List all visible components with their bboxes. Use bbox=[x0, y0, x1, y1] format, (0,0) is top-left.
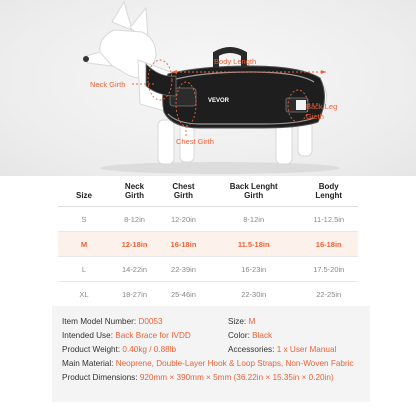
back-leg-girth-label-line2: Gieth bbox=[306, 112, 324, 121]
info-color: Color: Black bbox=[228, 331, 273, 340]
product-info-panel bbox=[52, 306, 370, 402]
table-cell: 22-25in bbox=[299, 282, 358, 307]
info-dimensions: Product Dimensions: 920mm × 390mm × 5mm (36.22in × 15.35in × 0.20in) bbox=[62, 373, 334, 382]
dog-brace-illustration bbox=[0, 0, 416, 176]
table-cell: 11.5-18in bbox=[208, 232, 299, 257]
table-cell: 16-23in bbox=[208, 257, 299, 282]
header-back-length-girth: Back Lenght Girth bbox=[208, 180, 299, 207]
table-cell: 22-39in bbox=[159, 257, 208, 282]
table-cell: XL bbox=[58, 282, 110, 307]
info-material: Main Material: Neoprene, Double-Layer Hook & Loop Straps, Non-Woven Fabric bbox=[62, 359, 354, 368]
product-photo bbox=[0, 0, 416, 176]
table-cell: M bbox=[58, 232, 110, 257]
table-row bbox=[58, 282, 358, 307]
table-cell: 16-18in bbox=[299, 232, 358, 257]
table-cell: 14-22in bbox=[110, 257, 159, 282]
table-cell: 11-12.5in bbox=[299, 207, 358, 232]
table-row-highlighted bbox=[58, 232, 358, 257]
header-size: Size bbox=[58, 180, 110, 207]
body-length-label: Body Length bbox=[214, 57, 257, 66]
table-cell: 12-20in bbox=[159, 207, 208, 232]
table-cell: 18-27in bbox=[110, 282, 159, 307]
info-size: Size: M bbox=[228, 317, 256, 326]
header-body-length: Body Lenght bbox=[299, 180, 358, 207]
size-chart bbox=[58, 180, 358, 306]
info-model: Item Model Number: D0053 bbox=[62, 317, 163, 326]
brand-logo-text: VEVOR bbox=[208, 98, 230, 104]
table-row bbox=[58, 257, 358, 282]
table-cell: 22-30in bbox=[208, 282, 299, 307]
table-cell: L bbox=[58, 257, 110, 282]
table-cell: S bbox=[58, 207, 110, 232]
chest-girth-label: Chest Girth bbox=[176, 137, 214, 146]
table-cell: 8-12in bbox=[208, 207, 299, 232]
table-cell: 25-46in bbox=[159, 282, 208, 307]
info-intended-use: Intended Use: Back Brace for IVDD bbox=[62, 331, 191, 340]
neck-girth-label: Neck Girth bbox=[90, 80, 126, 89]
header-chest-girth: Chest Girth bbox=[159, 180, 208, 207]
info-weight: Product Weight: 0.40kg / 0.88lb bbox=[62, 345, 177, 354]
info-accessories: Accessories: 1 x User Manual bbox=[228, 345, 337, 354]
table-cell: 16-18in bbox=[159, 232, 208, 257]
size-table-header bbox=[58, 180, 358, 207]
size-table bbox=[58, 180, 358, 306]
table-cell: 12-18in bbox=[110, 232, 159, 257]
table-row bbox=[58, 207, 358, 232]
dog-nose bbox=[83, 56, 89, 62]
back-leg-girth-label-line1: Back Leg bbox=[306, 102, 338, 111]
table-cell: 8-12in bbox=[110, 207, 159, 232]
table-cell: 17.5-20in bbox=[299, 257, 358, 282]
header-neck-girth: Neck Girth bbox=[110, 180, 159, 207]
